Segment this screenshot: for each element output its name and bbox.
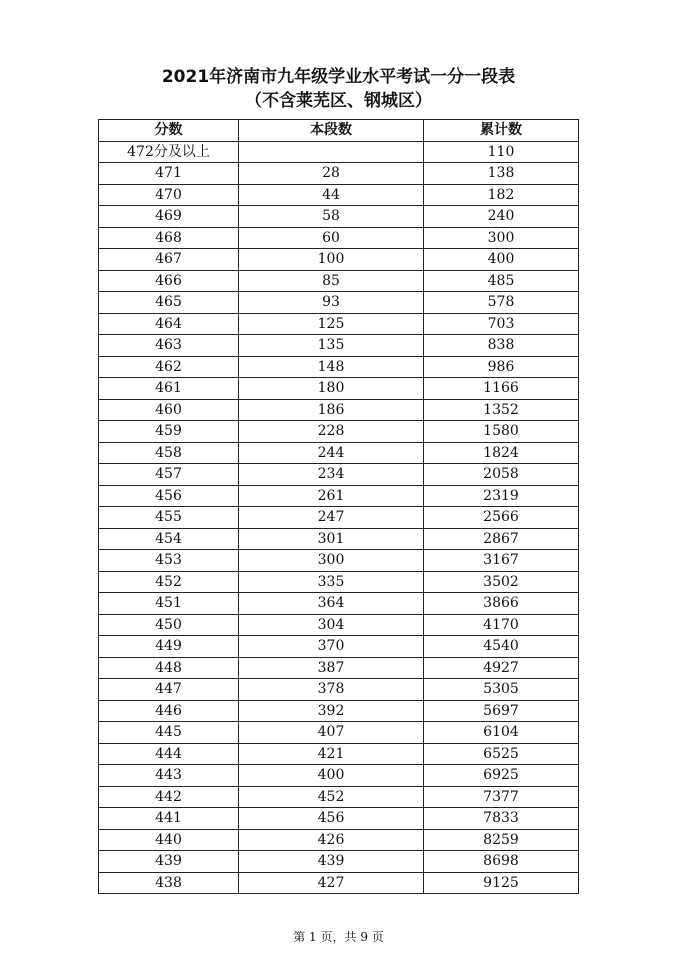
cell-cumulative-count: 110 [424, 141, 579, 163]
table-row [99, 593, 579, 615]
cell-cumulative-count: 138 [424, 163, 579, 185]
cell-score: 440 [99, 829, 239, 851]
cell-cumulative-count: 1166 [424, 378, 579, 400]
cell-score: 438 [99, 872, 239, 894]
cell-cumulative-count: 5305 [424, 679, 579, 701]
cell-cumulative-count: 1352 [424, 399, 579, 421]
cell-score: 439 [99, 851, 239, 873]
cell-segment-count: 304 [239, 614, 424, 636]
cell-cumulative-count: 4927 [424, 657, 579, 679]
cell-cumulative-count: 6925 [424, 765, 579, 787]
cell-score: 444 [99, 743, 239, 765]
cell-score: 469 [99, 206, 239, 228]
cell-segment-count: 28 [239, 163, 424, 185]
table-row [99, 313, 579, 335]
cell-segment-count: 439 [239, 851, 424, 873]
table-row [99, 141, 579, 163]
cell-segment-count: 85 [239, 270, 424, 292]
header-segment-count: 本段数 [239, 120, 424, 142]
cell-segment-count: 180 [239, 378, 424, 400]
cell-cumulative-count: 3502 [424, 571, 579, 593]
cell-segment-count: 300 [239, 550, 424, 572]
cell-segment-count: 244 [239, 442, 424, 464]
cell-cumulative-count: 400 [424, 249, 579, 271]
cell-segment-count: 261 [239, 485, 424, 507]
table-row [99, 829, 579, 851]
cell-segment-count: 93 [239, 292, 424, 314]
cell-score: 441 [99, 808, 239, 830]
cell-segment-count: 135 [239, 335, 424, 357]
cell-cumulative-count: 300 [424, 227, 579, 249]
cell-score: 459 [99, 421, 239, 443]
cell-score: 443 [99, 765, 239, 787]
cell-score: 466 [99, 270, 239, 292]
cell-score: 460 [99, 399, 239, 421]
table-row [99, 679, 579, 701]
table-row [99, 464, 579, 486]
cell-segment-count: 427 [239, 872, 424, 894]
cell-score: 452 [99, 571, 239, 593]
table-row [99, 808, 579, 830]
cell-segment-count: 228 [239, 421, 424, 443]
table-row [99, 421, 579, 443]
table-row [99, 335, 579, 357]
table-row [99, 786, 579, 808]
cell-cumulative-count: 1580 [424, 421, 579, 443]
table-row [99, 528, 579, 550]
table-row [99, 249, 579, 271]
cell-score: 455 [99, 507, 239, 529]
header-score: 分数 [99, 120, 239, 142]
table-row [99, 356, 579, 378]
cell-segment-count: 364 [239, 593, 424, 615]
table-row [99, 872, 579, 894]
cell-cumulative-count: 485 [424, 270, 579, 292]
cell-cumulative-count: 5697 [424, 700, 579, 722]
cell-cumulative-count: 4540 [424, 636, 579, 658]
table-row [99, 722, 579, 744]
cell-segment-count: 387 [239, 657, 424, 679]
table-row [99, 399, 579, 421]
cell-cumulative-count: 8698 [424, 851, 579, 873]
cell-cumulative-count: 986 [424, 356, 579, 378]
cell-score: 472分及以上 [99, 141, 239, 163]
cell-cumulative-count: 703 [424, 313, 579, 335]
cell-segment-count: 426 [239, 829, 424, 851]
header-cumulative-count: 累计数 [424, 120, 579, 142]
cell-cumulative-count: 240 [424, 206, 579, 228]
score-distribution-table [98, 119, 579, 894]
cell-score: 468 [99, 227, 239, 249]
cell-segment-count: 421 [239, 743, 424, 765]
cell-score: 442 [99, 786, 239, 808]
cell-cumulative-count: 6104 [424, 722, 579, 744]
cell-score: 465 [99, 292, 239, 314]
cell-segment-count: 100 [239, 249, 424, 271]
cell-score: 450 [99, 614, 239, 636]
table-row [99, 184, 579, 206]
page-footer: 第 1 页，共 9 页 [293, 930, 384, 944]
cell-cumulative-count: 2058 [424, 464, 579, 486]
cell-segment-count: 148 [239, 356, 424, 378]
cell-score: 470 [99, 184, 239, 206]
cell-segment-count: 60 [239, 227, 424, 249]
table-row [99, 657, 579, 679]
table-row [99, 700, 579, 722]
cell-segment-count: 125 [239, 313, 424, 335]
table-row [99, 378, 579, 400]
cell-segment-count [239, 141, 424, 163]
cell-segment-count: 407 [239, 722, 424, 744]
cell-cumulative-count: 2867 [424, 528, 579, 550]
cell-cumulative-count: 1824 [424, 442, 579, 464]
cell-score: 471 [99, 163, 239, 185]
cell-cumulative-count: 2319 [424, 485, 579, 507]
cell-segment-count: 247 [239, 507, 424, 529]
cell-segment-count: 335 [239, 571, 424, 593]
table-row [99, 227, 579, 249]
table-row [99, 765, 579, 787]
cell-score: 454 [99, 528, 239, 550]
cell-segment-count: 186 [239, 399, 424, 421]
table-row [99, 292, 579, 314]
cell-score: 448 [99, 657, 239, 679]
cell-cumulative-count: 838 [424, 335, 579, 357]
cell-score: 446 [99, 700, 239, 722]
cell-score: 463 [99, 335, 239, 357]
cell-score: 456 [99, 485, 239, 507]
cell-segment-count: 400 [239, 765, 424, 787]
cell-score: 461 [99, 378, 239, 400]
cell-segment-count: 370 [239, 636, 424, 658]
cell-score: 449 [99, 636, 239, 658]
table-row [99, 614, 579, 636]
cell-segment-count: 58 [239, 206, 424, 228]
table-row [99, 206, 579, 228]
cell-segment-count: 452 [239, 786, 424, 808]
cell-cumulative-count: 9125 [424, 872, 579, 894]
cell-segment-count: 392 [239, 700, 424, 722]
cell-segment-count: 456 [239, 808, 424, 830]
cell-cumulative-count: 2566 [424, 507, 579, 529]
table-row [99, 636, 579, 658]
cell-score: 464 [99, 313, 239, 335]
cell-score: 467 [99, 249, 239, 271]
cell-cumulative-count: 8259 [424, 829, 579, 851]
table-header-row [99, 120, 579, 142]
table-row [99, 163, 579, 185]
page-subtitle: （不含莱芜区、钢城区） [245, 91, 432, 111]
cell-score: 458 [99, 442, 239, 464]
cell-score: 462 [99, 356, 239, 378]
cell-score: 447 [99, 679, 239, 701]
table-row [99, 507, 579, 529]
page-title: 2021年济南市九年级学业水平考试一分一段表 [161, 67, 516, 87]
cell-segment-count: 44 [239, 184, 424, 206]
cell-score: 457 [99, 464, 239, 486]
cell-cumulative-count: 578 [424, 292, 579, 314]
cell-cumulative-count: 4170 [424, 614, 579, 636]
table-row [99, 442, 579, 464]
table-row [99, 851, 579, 873]
cell-score: 451 [99, 593, 239, 615]
cell-segment-count: 301 [239, 528, 424, 550]
table-row [99, 485, 579, 507]
table-row [99, 571, 579, 593]
cell-cumulative-count: 7833 [424, 808, 579, 830]
cell-score: 453 [99, 550, 239, 572]
cell-cumulative-count: 7377 [424, 786, 579, 808]
cell-segment-count: 378 [239, 679, 424, 701]
table-row [99, 270, 579, 292]
table-row [99, 743, 579, 765]
cell-cumulative-count: 3866 [424, 593, 579, 615]
cell-score: 445 [99, 722, 239, 744]
cell-cumulative-count: 3167 [424, 550, 579, 572]
cell-cumulative-count: 182 [424, 184, 579, 206]
cell-cumulative-count: 6525 [424, 743, 579, 765]
cell-segment-count: 234 [239, 464, 424, 486]
table-row [99, 550, 579, 572]
